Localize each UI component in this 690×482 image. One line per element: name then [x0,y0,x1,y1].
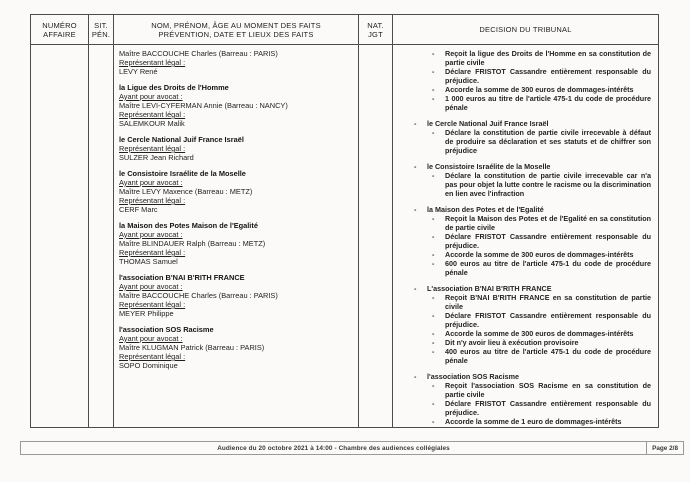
bullet-dash: - [432,214,435,223]
party-block [119,273,354,318]
parties-cell [114,45,359,427]
footer-audience-text: Audience du 20 octobre 2021 à 14:00 - Chambre des audiences collégiales [217,444,450,452]
decision-group [393,162,655,198]
party-block [119,49,354,76]
decision-group-header [393,284,655,293]
header-nat-line2: JGT [368,29,383,39]
party-block [119,135,354,162]
party-block [119,83,354,128]
party-role-label: Représentant légal : [119,248,186,257]
header-numero-line1: NUMÉRO [42,20,77,30]
bullet-dash: - [432,67,435,76]
party-person: CERF Marc [119,205,158,214]
decision-item [393,85,655,94]
bullet-dash: - [432,85,435,94]
party-person: Maître LEVY Maxence (Barreau : METZ) [119,187,253,196]
decision-item [393,94,655,112]
party-name: le Consistoire Israélite de la Moselle [119,169,246,178]
party-person: Maître BLINDAUER Ralph (Barreau : METZ) [119,239,266,248]
party-role-label: Représentant légal : [119,300,186,309]
party-person: Maître LEVI-CYFERMAN Annie (Barreau : NANCY) [119,101,288,110]
bullet-dash: - [414,205,417,214]
party-name: l'association SOS Racisme [119,325,214,334]
party-person: MEYER Philippe [119,309,174,318]
decision-item-text: Reçoit l'association SOS Racisme en sa constitution de partie civile [445,381,651,399]
header-sit-line2: PÉN. [91,29,111,39]
decision-item-text: Accorde la somme de 300 euros de dommages-intérêts [445,250,634,259]
decision-item-text: Dit n'y avoir lieu à exécution provisoire [445,338,579,347]
decision-group [393,284,655,365]
header-numero-affaire [31,15,89,45]
decision-group-header [393,119,655,128]
decision-item [393,214,655,232]
footer-page-number: Page 2/8 [646,442,683,454]
decision-group-title: L'association B'NAI B'RITH FRANCE [427,284,552,293]
party-person: SULZER Jean Richard [119,153,194,162]
decision-item-text: 1 000 euros au titre de l'article 475-1 du code de procédure pénale [445,94,651,112]
header-nat-jgt [359,15,393,45]
decision-group [393,205,655,277]
decision-item-text: Accorde la somme de 300 euros de dommages-intérêts [445,329,634,338]
decision-group [393,372,655,426]
decision-item [393,128,655,155]
decision-group-title: le Consistoire Israélite de la Moselle [427,162,551,171]
party-role-label: Représentant légal : [119,196,186,205]
party-name: la Maison des Potes Maison de l'Egalité [119,221,258,230]
party-role-label: Ayant pour avocat : [119,282,183,291]
bullet-dash: - [414,162,417,171]
bullet-dash: - [432,259,435,268]
party-name: l'association B'NAI B'RITH FRANCE [119,273,245,282]
party-role-label: Ayant pour avocat : [119,92,183,101]
decision-item [393,250,655,259]
decision-group-title: la Maison des Potes et de l'Egalité [427,205,544,214]
decision-item-text: Reçoit la Maison des Potes et de l'Egalité en sa constitution de partie civile [445,214,651,232]
bullet-dash: - [432,171,435,180]
decision-cell [393,45,658,427]
party-block [119,325,354,370]
decision-item-text: Accorde la somme de 1 euro de dommages-intérêts [445,417,622,426]
bullet-dash: - [432,329,435,338]
header-decision-label: DECISION DU TRIBUNAL [479,25,572,34]
decision-group-title: le Cercle National Juif France Israël [427,119,549,128]
decision-item [393,259,655,277]
decision-item [393,311,655,329]
party-person: Maître BACCOUCHE Charles (Barreau : PARIS) [119,291,278,300]
decision-item-text: 600 euros au titre de l'article 475-1 du code de procédure pénale [445,259,651,277]
decision-item-text: Reçoit B'NAI B'RITH FRANCE en sa constitution de partie civile [445,293,651,311]
party-role-label: Représentant légal : [119,144,186,153]
decision-group-header [393,372,655,381]
decision-item [393,171,655,198]
decision-group-title: l'association SOS Racisme [427,372,519,381]
party-block [119,169,354,214]
decision-item [393,67,655,85]
header-nat-line1: NAT. [367,20,384,30]
bullet-dash: - [414,372,417,381]
decision-item [393,232,655,250]
decision-item-text: Déclare la constitution de partie civile irrecevable à défaut de produire sa déclaration et ses statuts et de chiffrer son préjudice [445,128,651,155]
party-person: Maître BACCOUCHE Charles (Barreau : PARIS) [119,49,278,58]
header-nom-line1: NOM, PRÉNOM, ÂGE AU MOMENT DES FAITS [151,20,321,30]
decision-item-text: Déclare FRISTOT Cassandre entièrement responsable du préjudice. [445,399,651,417]
header-numero-line2: AFFAIRE [43,29,76,39]
decision-item [393,293,655,311]
decision-group [393,49,655,112]
party-role-label: Ayant pour avocat : [119,178,183,187]
bullet-dash: - [432,232,435,241]
judgment-table [30,14,659,428]
footer-bar [20,441,684,455]
decision-group [393,119,655,155]
header-decision-tribunal [393,15,658,45]
header-nom-line2: PRÉVENTION, DATE ET LIEUX DES FAITS [158,29,314,39]
decision-item-text: Accorde la somme de 300 euros de dommages-intérêts [445,85,634,94]
decision-item-text: Déclare FRISTOT Cassandre entièrement responsable du préjudice. [445,67,651,85]
bullet-dash: - [432,399,435,408]
decision-group-header [393,162,655,171]
decision-item [393,329,655,338]
bullet-dash: - [432,250,435,259]
decision-group-header [393,205,655,214]
bullet-dash: - [414,119,417,128]
party-role-label: Ayant pour avocat : [119,230,183,239]
party-name: la Ligue des Droits de l'Homme [119,83,229,92]
cell-sit-pen-empty [89,45,114,427]
header-sit-line1: SIT. [94,20,108,30]
header-sit-pen [89,15,114,45]
party-name: le Cercle National Juif France Israël [119,135,244,144]
bullet-dash: - [432,94,435,103]
bullet-dash: - [414,284,417,293]
bullet-dash: - [432,347,435,356]
party-person: SOPO Dominique [119,361,178,370]
party-person: Maître KLUGMAN Patrick (Barreau : PARIS) [119,343,265,352]
decision-item-text: Reçoit la ligue des Droits de l'Homme en sa constitution de partie civile [445,49,651,67]
bullet-dash: - [432,311,435,320]
party-role-label: Représentant légal : [119,352,186,361]
header-nom-prenom [114,15,359,45]
decision-item-text: 400 euros au titre de l'article 475-1 du code de procédure pénale [445,347,651,365]
bullet-dash: - [432,338,435,347]
decision-item-text: Déclare FRISTOT Cassandre entièrement responsable du préjudice. [445,232,651,250]
bullet-dash: - [432,49,435,58]
decision-item [393,381,655,399]
cell-numero-affaire-empty [31,45,89,427]
decision-item [393,338,655,347]
decision-item [393,417,655,426]
bullet-dash: - [432,293,435,302]
party-person: LEVY René [119,67,158,76]
party-block [119,221,354,266]
party-person: THOMAS Samuel [119,257,178,266]
decision-item-text: Déclare FRISTOT Cassandre entièrement responsable du préjudice. [445,311,651,329]
bullet-dash: - [432,381,435,390]
cell-nat-jgt-empty [359,45,393,427]
decision-item [393,399,655,417]
decision-item [393,347,655,365]
bullet-dash: - [432,417,435,426]
party-role-label: Représentant légal : [119,110,186,119]
party-person: SALEMKOUR Malik [119,119,185,128]
decision-item [393,49,655,67]
party-role-label: Ayant pour avocat : [119,334,183,343]
decision-item-text: Déclare la constitution de partie civile irrecevable car n'a pas pour objet la lutte contre le racisme ou la discrimination en lien avec l'infraction [445,171,651,198]
bullet-dash: - [432,128,435,137]
party-role-label: Représentant légal : [119,58,186,67]
